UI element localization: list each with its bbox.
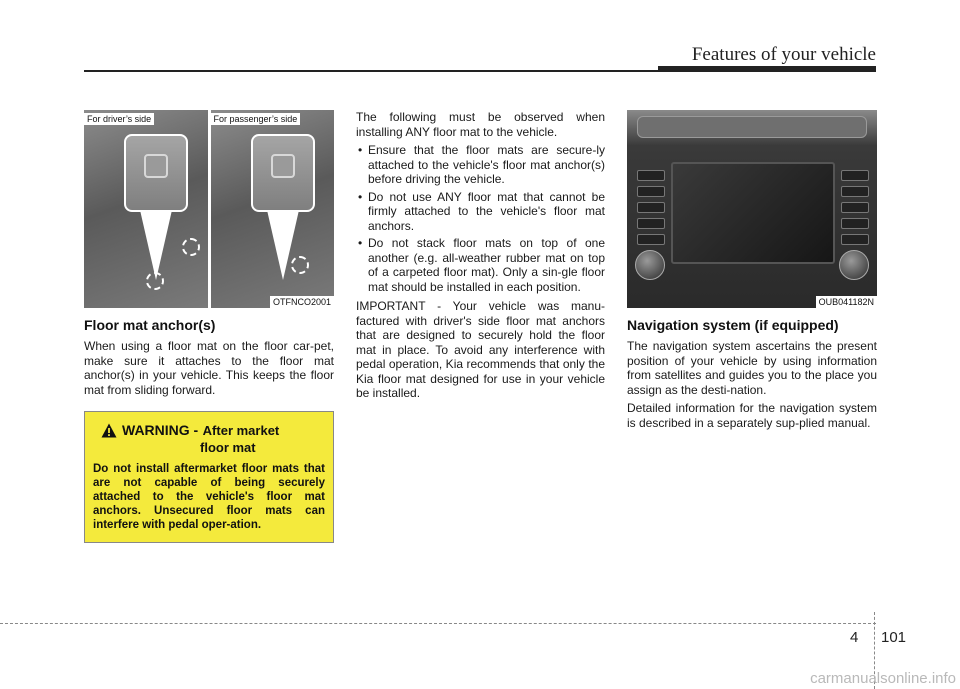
warning-header [93, 422, 325, 455]
volume-knob [635, 250, 665, 280]
air-vent [637, 116, 867, 138]
column-navigation [627, 110, 877, 434]
photo-code: OTFNCO2001 [270, 296, 334, 308]
page-number: 101 [881, 629, 907, 646]
header-rule-accent [658, 66, 876, 72]
driver-side-label: For driver’s side [84, 113, 154, 125]
body-text: When using a floor mat on the floor car-pet, make sure it attaches to the floor mat anchor(s) in your vehicle. This keeps the floor mat from sliding forward. [84, 339, 334, 397]
nav-button [637, 170, 665, 181]
body-text: The navigation system ascertains the present position of your vehicle by using information from satellites and guides you to the place you assign as the desti-nation. [627, 339, 877, 397]
warning-icon [101, 423, 117, 438]
nav-button [637, 202, 665, 213]
section-title: Navigation system (if equipped) [627, 317, 839, 333]
nav-button [637, 186, 665, 197]
navigation-screen [671, 162, 835, 264]
anchor-inset [251, 134, 315, 212]
nav-button [637, 234, 665, 245]
column-floor-mat-rules [356, 110, 605, 405]
header-title: Features of your vehicle [691, 44, 876, 65]
navigation-photo [627, 110, 877, 308]
list-item: • Do not stack floor mats on top of one another (e.g. all-weather rubber mat on top of a carpeted floor mat). Only a sin-gle floor mat should be installed in each position. [356, 236, 605, 294]
list-item: • Ensure that the floor mats are secure-ly attached to the vehicle's floor mat anchor(s) before driving the vehicle. [356, 143, 605, 187]
watermark: carmanualsonline.info [810, 670, 956, 687]
body-text: Detailed information for the navigation system is described in a separately sup-plied manual. [627, 401, 877, 430]
footer-rule [0, 623, 876, 624]
driver-side-photo [84, 110, 208, 308]
photo-code: OUB041182N [816, 296, 877, 308]
anchor-icon [144, 154, 168, 178]
floor-mat-photo [84, 110, 334, 308]
tune-knob [839, 250, 869, 280]
warning-subtitle-line2: floor mat [200, 440, 256, 455]
passenger-side-photo [211, 110, 335, 308]
list-item: • Do not use ANY floor mat that cannot be firmly attached to the vehicle's floor mat anchors. [356, 190, 605, 234]
anchor-location-marker [291, 256, 309, 274]
pointer-arrow [140, 210, 172, 280]
nav-button [841, 202, 869, 213]
nav-button [841, 234, 869, 245]
nav-button [841, 186, 869, 197]
anchor-location-marker [182, 238, 200, 256]
nav-button [841, 170, 869, 181]
nav-button [637, 218, 665, 229]
section-title: Floor mat anchor(s) [84, 317, 216, 333]
anchor-icon [271, 154, 295, 178]
chapter-number: 4 [850, 629, 859, 646]
important-text: IMPORTANT - Your vehicle was manu-factured with driver's side floor mat anchors that are designed to securely hold the floor mat in place. To avoid any interference with pedal operation, Kia recommends that only the Kia floor mat designed for use in your vehicle be installed. [356, 299, 605, 400]
column-floor-mat [84, 110, 334, 543]
anchor-inset [124, 134, 188, 212]
anchor-location-marker [146, 272, 164, 290]
warning-box [84, 411, 334, 543]
warning-body: Do not install aftermarket floor mats that are not capable of being securely attached to the vehicle's floor mat anchors. Unsecured floor mats can interfere with pedal oper-ation. [93, 463, 325, 531]
intro-text: The following must be observed when installing ANY floor mat to the vehicle. [356, 110, 605, 139]
rules-list [356, 143, 605, 294]
passenger-side-label: For passenger’s side [211, 113, 301, 125]
warning-label: WARNING - [122, 422, 199, 438]
nav-button [841, 218, 869, 229]
warning-subtitle: After market [202, 423, 280, 438]
